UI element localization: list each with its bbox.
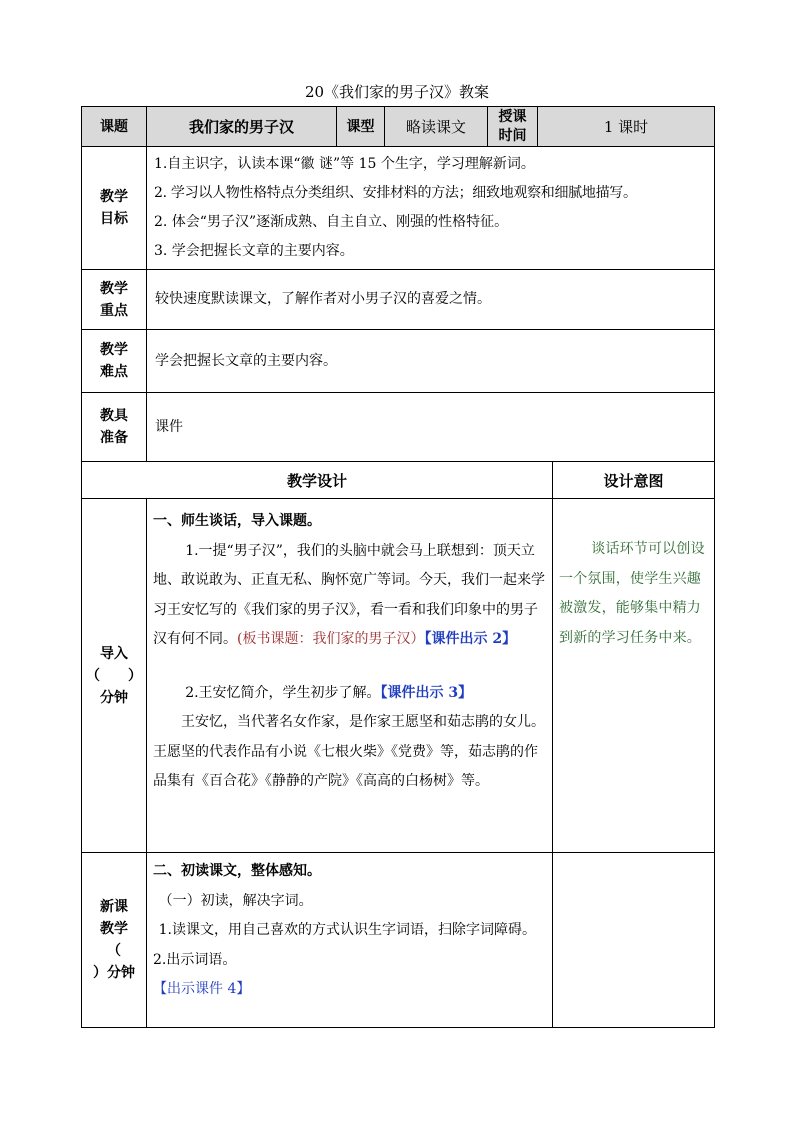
type-label: 课型 <box>337 107 385 147</box>
focus-label <box>82 270 147 330</box>
time-label-line-2: 时间 <box>498 127 527 144</box>
header-row <box>82 107 715 147</box>
tools-label-line-1: 教具 <box>100 408 128 424</box>
intro-design <box>147 499 553 853</box>
intro-p1-text: 1.一提“男子汉”，我们的头脑中就会马上联想到：顶天立地、敢说敢为、正直无私、胸怀宽广等词。今天，我们一起来学习王安忆写的《我们家的男子汉》，看一看和我们印象中的男子汉有何不同。 <box>153 542 545 647</box>
document-title: 20《我们家的男子汉》教案 <box>304 83 490 101</box>
newlesson-intent <box>553 853 715 1028</box>
intro-side-line-1: 导入 <box>100 645 128 662</box>
goals-content <box>147 147 715 270</box>
goal-item: 2. 学习以人物性格特点分类组织、安排材料的方法；细致地观察和细腻地描写。 <box>154 185 637 201</box>
newlesson-tag: 【出示课件 4】 <box>153 981 251 997</box>
newlesson-side-line-2: 教学 <box>100 921 128 937</box>
newlesson-row <box>82 853 715 1028</box>
intro-p1-note: (板书课题：我们家的男子汉） <box>237 631 425 647</box>
newlesson-side-label <box>82 853 147 1028</box>
intro-p1-tag: 【课件出示 2】 <box>424 631 517 647</box>
newlesson-side-line-1: 新课 <box>100 899 128 915</box>
goal-item: 2. 体会“男子汉”逐渐成熟、自主自立、刚强的性格特征。 <box>154 214 509 230</box>
difficulty-label-line-1: 教学 <box>100 342 128 358</box>
intro-p2-text: 2.王安忆简介，学生初步了解。 <box>185 684 381 701</box>
intro-paragraph-2 <box>153 679 547 709</box>
tools-row <box>82 393 715 462</box>
intro-side-label <box>82 499 147 853</box>
intro-side-line-3: 分钟 <box>100 689 128 706</box>
newlesson-design <box>147 853 553 1028</box>
goals-label-line-1: 教学 <box>100 189 128 205</box>
focus-label-line-1: 教学 <box>100 280 128 297</box>
time-label <box>488 107 538 147</box>
design-header: 教学设计 <box>82 462 553 499</box>
intro-heading: 一、师生谈话，导入课题。 <box>153 513 321 529</box>
goals-label <box>82 147 147 270</box>
newlesson-subheading: （一）初读，解决字词。 <box>158 892 313 909</box>
focus-label-line-2: 重点 <box>100 302 128 319</box>
newlesson-side-line-4: ）分钟 <box>93 965 135 981</box>
time-label-line-1: 授课 <box>498 108 527 125</box>
time-value: 1 课时 <box>538 107 715 147</box>
intro-paragraph-1 <box>153 537 547 655</box>
goal-item: 1.自主识字，认读本课“徽 谜”等 15 个生字，学习理解新词。 <box>154 156 535 172</box>
intro-side-line-2: （ ） <box>86 667 142 684</box>
lesson-plan-table <box>81 106 715 1028</box>
difficulty-row <box>82 330 715 393</box>
goals-row <box>82 147 715 270</box>
newlesson-side-line-3: （ <box>107 943 121 959</box>
intro-intent-text: 谈话环节可以创设一个氛围，使学生兴趣被激发，能够集中精力到新的学习任务中来。 <box>559 541 705 646</box>
spacer <box>153 655 547 679</box>
intro-intent <box>553 499 715 853</box>
focus-content: 较快速度默读课文，了解作者对小男子汉的喜爱之情。 <box>147 270 715 330</box>
goals-label-line-2: 目标 <box>100 211 128 227</box>
focus-row <box>82 270 715 330</box>
goal-item: 3. 学会把握长文章的主要内容。 <box>154 243 354 259</box>
topic-value: 我们家的男子汉 <box>147 107 337 147</box>
intro-paragraph-3: 王安忆，当代著名女作家，是作家王愿坚和茹志鹃的女儿。王愿坚的代表作品有小说《七根火柴》《党费》等，茹志鹃的作品集有《百合花》《静静的产院》《高高的白杨树》等。 <box>153 714 545 789</box>
newlesson-heading: 二、初读课文，整体感知。 <box>153 863 321 879</box>
intent-header: 设计意图 <box>553 462 715 499</box>
newlesson-paragraph-1: 1.读课文，用自己喜欢的方式认识生字词语，扫除字词障碍。 <box>158 922 536 938</box>
tools-content: 课件 <box>147 393 715 462</box>
section-header-row <box>82 462 715 499</box>
newlesson-paragraph-2: 2.出示词语。 <box>153 951 237 968</box>
intro-p2-tag: 【课件出示 3】 <box>380 684 473 701</box>
intro-row <box>82 499 715 853</box>
difficulty-label <box>82 330 147 393</box>
difficulty-content: 学会把握长文章的主要内容。 <box>147 330 715 393</box>
topic-label: 课题 <box>82 107 147 147</box>
tools-label-line-2: 准备 <box>100 430 128 446</box>
tools-label <box>82 393 147 462</box>
difficulty-label-line-2: 难点 <box>100 364 128 380</box>
type-value: 略读课文 <box>385 107 488 147</box>
